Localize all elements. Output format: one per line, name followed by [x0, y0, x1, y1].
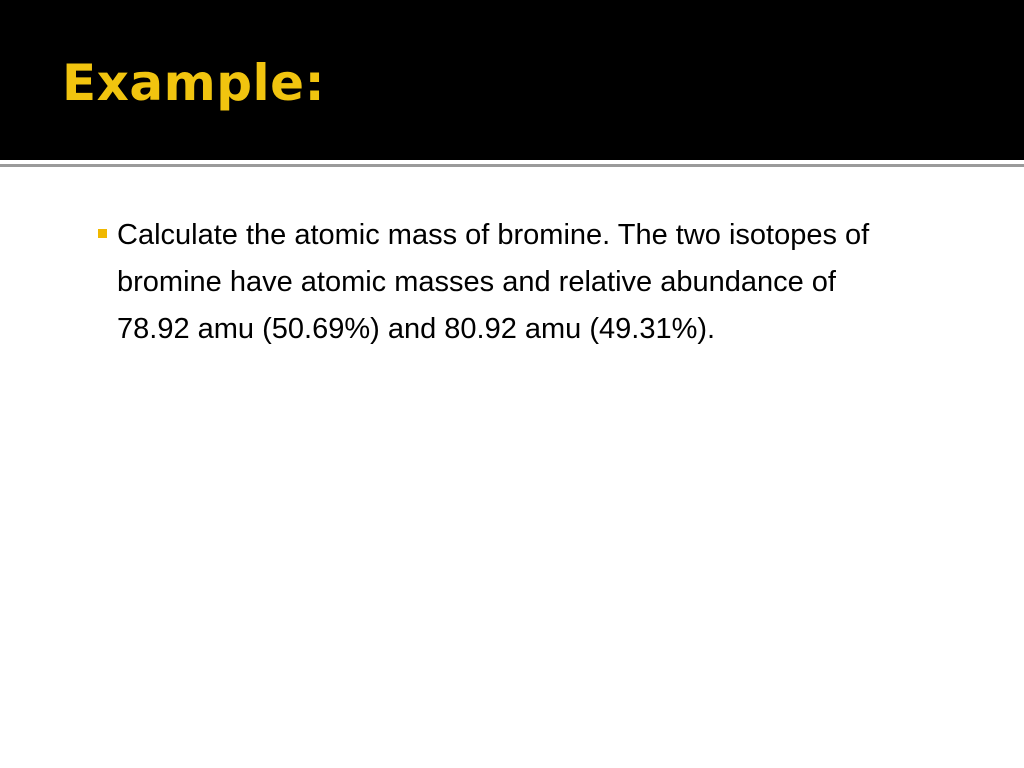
bullet-item	[98, 212, 898, 353]
bullet-text: Calculate the atomic mass of bromine. The two isotopes of bromine have atomic masses and relative abundance of 78.92 amu (50.69%) and 80.92 amu (49.31%).	[117, 219, 870, 345]
slide-title: Example:	[62, 54, 326, 112]
square-bullet-icon	[98, 229, 107, 238]
title-bar	[0, 0, 1024, 160]
slide-body	[98, 212, 898, 353]
title-divider	[0, 164, 1024, 167]
